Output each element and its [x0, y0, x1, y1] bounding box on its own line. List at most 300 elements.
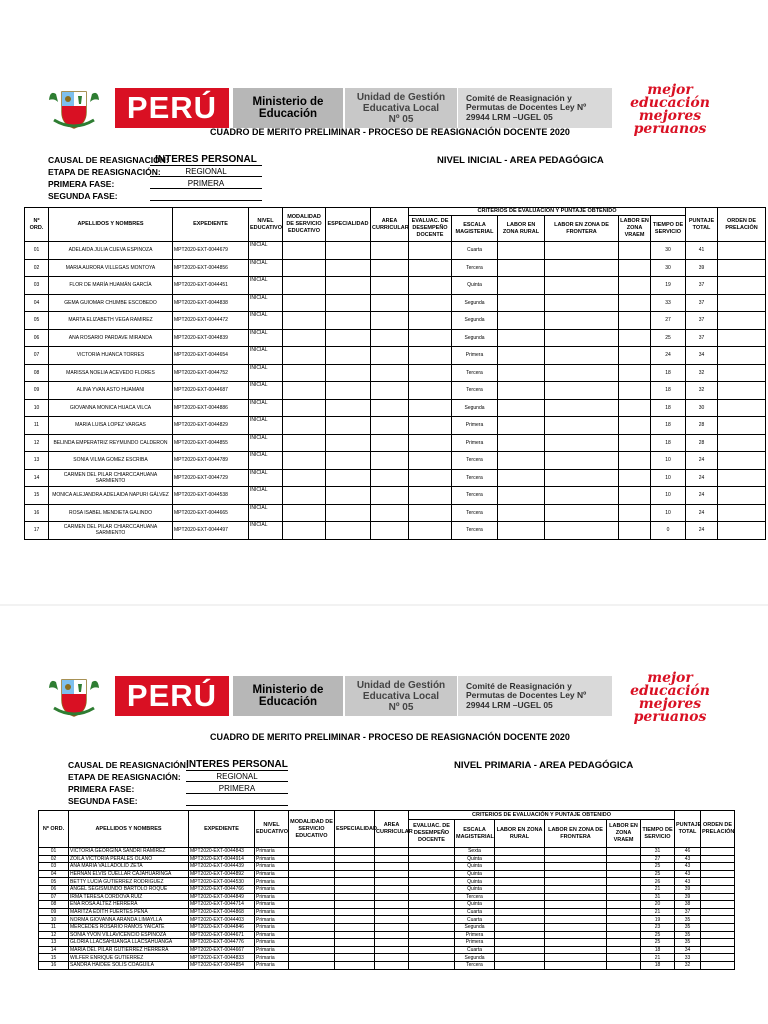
cell-expediente: MPT2020-EXT-0044714	[189, 901, 255, 909]
cell-vraem	[607, 954, 641, 962]
peru-logo: PERÚ	[115, 676, 229, 716]
cell-puntaje: 39	[675, 885, 701, 893]
cell-evaluac	[409, 878, 455, 886]
cell-puntaje: 34	[675, 946, 701, 954]
cell-rural	[498, 242, 545, 260]
table-row	[25, 522, 766, 540]
cell-expediente: MPT2020-EXT-0044849	[189, 893, 255, 901]
cell-frontera	[545, 277, 619, 295]
cell-area	[371, 417, 409, 435]
cell-escala: Primera	[452, 347, 498, 365]
cell-rural	[498, 487, 545, 505]
cell-nombre: ZOILA VICTORIA PERALES OLANO	[69, 855, 189, 863]
cell-frontera	[545, 417, 619, 435]
cell-vraem	[619, 452, 651, 470]
cell-rural	[498, 452, 545, 470]
cell-nivel: Primaria	[255, 855, 289, 863]
cell-orden	[701, 916, 735, 924]
ugel-label: Unidad de Gestión Educativa Local Nº 05	[345, 88, 457, 128]
cell-especialidad	[326, 452, 371, 470]
cell-rural	[498, 504, 545, 522]
cell-ord: 06	[25, 329, 49, 347]
cell-orden	[718, 242, 766, 260]
table-row	[25, 347, 766, 365]
cell-especialidad	[335, 931, 375, 939]
cell-tiempo: 18	[641, 946, 675, 954]
cell-nombre: MONICA ALEJANDRA ADELAIDA NAPURI GÁLVEZ	[49, 487, 173, 505]
cell-modalidad	[283, 522, 326, 540]
cell-expediente: MPT2020-EXT-0044839	[173, 329, 249, 347]
cell-evaluac	[409, 923, 455, 931]
cell-expediente: MPT2020-EXT-0044855	[173, 434, 249, 452]
slogan: mejor educación mejores peruanos	[630, 670, 710, 725]
cell-nombre: SONIA VILMA GOMEZ ESCRIBA	[49, 452, 173, 470]
cell-puntaje: 32	[675, 961, 701, 969]
causal-label: CAUSAL DE REASIGNACIÓN:	[48, 155, 169, 165]
cell-escala: Tercera	[452, 487, 498, 505]
cell-vraem	[619, 417, 651, 435]
col-nivel: NIVEL EDUCATIVO	[255, 811, 289, 848]
cell-vraem	[619, 399, 651, 417]
cell-ord: 14	[39, 946, 69, 954]
cell-escala: Primera	[455, 939, 495, 947]
cell-nombre: ANGEL SEGISMUNDO BARTOLO ROQUE	[69, 885, 189, 893]
col-rural: LABOR EN ZONA RURAL	[498, 216, 545, 242]
cell-puntaje: 24	[686, 487, 718, 505]
table-row	[25, 452, 766, 470]
cell-orden	[718, 364, 766, 382]
etapa-value: REGIONAL	[150, 167, 262, 177]
cell-escala: Tercera	[452, 364, 498, 382]
cell-especialidad	[335, 954, 375, 962]
cell-escala: Quinta	[455, 855, 495, 863]
cell-tiempo: 27	[641, 855, 675, 863]
table-row	[39, 931, 735, 939]
cell-evaluac	[409, 522, 452, 540]
cell-expediente: MPT2020-EXT-0044538	[173, 487, 249, 505]
cell-modalidad	[283, 487, 326, 505]
cell-frontera	[545, 878, 607, 886]
cell-ord: 10	[39, 916, 69, 924]
cell-escala: Segunda	[452, 294, 498, 312]
cell-puntaje: 43	[675, 855, 701, 863]
table-row	[39, 961, 735, 969]
cell-escala: Tercera	[452, 522, 498, 540]
cell-nombre: SONIA YVON VILLAVICENCIO ESPINOZA	[69, 931, 189, 939]
cell-frontera	[545, 923, 607, 931]
col-criterios: CRITERIOS DE EVALUACIÓN Y PUNTAJE OBTENIDO	[409, 811, 675, 820]
cell-especialidad	[326, 364, 371, 382]
cell-tiempo: 30	[651, 259, 686, 277]
cell-tiempo: 33	[651, 294, 686, 312]
cell-escala: Cuarta	[455, 946, 495, 954]
cell-nombre: ALINA YVAN ASTO HUAMANI	[49, 382, 173, 400]
col-escala: ESCALA MAGISTERIAL	[455, 820, 495, 848]
cell-ord: 12	[25, 434, 49, 452]
document-title: CUADRO DE MERITO PRELIMINAR - PROCESO DE REASIGNACIÓN DOCENTE 2020	[210, 732, 570, 742]
cell-area	[375, 885, 409, 893]
nivel-title: NIVEL INICIAL - AREA PEDAGÓGICA	[437, 155, 604, 166]
cell-escala: Segunda	[455, 923, 495, 931]
cell-expediente: MPT2020-EXT-0044671	[189, 931, 255, 939]
cell-rural	[498, 347, 545, 365]
cell-area	[371, 259, 409, 277]
cell-escala: Tercera	[455, 961, 495, 969]
table-row	[25, 312, 766, 330]
cell-escala: Quinta	[455, 901, 495, 909]
committee-label: Comité de Reasignación y Permutas de Docentes Ley Nº 29944 LRM –UGEL 05	[458, 88, 612, 128]
cell-modalidad	[283, 347, 326, 365]
cell-vraem	[607, 916, 641, 924]
cell-especialidad	[335, 901, 375, 909]
cell-modalidad	[283, 434, 326, 452]
cell-ord: 11	[39, 923, 69, 931]
cell-puntaje: 24	[686, 469, 718, 487]
cell-vraem	[607, 961, 641, 969]
table-row	[39, 863, 735, 871]
cell-expediente: MPT2020-EXT-0044451	[173, 277, 249, 295]
cell-rural	[495, 923, 545, 931]
cell-evaluac	[409, 417, 452, 435]
col-evaluac: EVALUAC. DE DESEMPEÑO DOCENTE	[409, 820, 455, 848]
cell-modalidad	[289, 954, 335, 962]
cell-vraem	[607, 931, 641, 939]
cell-orden	[701, 878, 735, 886]
cell-expediente: MPT2020-EXT-0044679	[173, 242, 249, 260]
cell-evaluac	[409, 347, 452, 365]
col-puntaje: PUNTAJE TOTAL	[675, 811, 701, 848]
cell-orden	[718, 329, 766, 347]
cell-tiempo: 27	[651, 312, 686, 330]
merit-table-primaria	[38, 810, 735, 970]
cell-rural	[495, 885, 545, 893]
segunda-fase-label: SEGUNDA FASE:	[48, 191, 118, 201]
cell-tiempo: 25	[641, 931, 675, 939]
col-area: AREA CURRICULAR	[371, 208, 409, 242]
cell-modalidad	[289, 916, 335, 924]
cell-expediente: MPT2020-EXT-0044654	[173, 347, 249, 365]
cell-orden	[718, 382, 766, 400]
cell-nombre: WILFER ENRIQUE GUTIERREZ	[69, 954, 189, 962]
cell-puntaje: 32	[686, 364, 718, 382]
cell-area	[371, 294, 409, 312]
cell-nombre: MARITZA EDITH FUERTES PEÑA	[69, 908, 189, 916]
table-row	[39, 885, 735, 893]
cell-rural	[498, 469, 545, 487]
cell-vraem	[619, 242, 651, 260]
table-row	[25, 329, 766, 347]
cell-rural	[495, 916, 545, 924]
cell-puntaje: 35	[675, 916, 701, 924]
cell-puntaje: 30	[686, 399, 718, 417]
cell-expediente: MPT2020-EXT-0044846	[189, 923, 255, 931]
cell-frontera	[545, 885, 607, 893]
cell-especialidad	[326, 277, 371, 295]
cell-orden	[718, 434, 766, 452]
cell-orden	[718, 294, 766, 312]
merit-table-inicial	[24, 207, 766, 540]
cell-evaluac	[409, 946, 455, 954]
cell-ord: 03	[25, 277, 49, 295]
cell-expediente: MPT2020-EXT-0044403	[189, 916, 255, 924]
cell-escala: Quinta	[455, 870, 495, 878]
document-title: CUADRO DE MERITO PRELIMINAR - PROCESO DE REASIGNACIÓN DOCENTE 2020	[210, 127, 570, 137]
table-row	[25, 504, 766, 522]
cell-rural	[495, 870, 545, 878]
cell-frontera	[545, 259, 619, 277]
col-ord: Nº ORD.	[25, 208, 49, 242]
cell-especialidad	[335, 961, 375, 969]
cell-vraem	[607, 908, 641, 916]
table-row	[39, 848, 735, 856]
cell-orden	[718, 522, 766, 540]
cell-ord: 01	[39, 848, 69, 856]
table-row	[25, 382, 766, 400]
cell-expediente: MPT2020-EXT-0044439	[189, 863, 255, 871]
cell-modalidad	[289, 848, 335, 856]
cell-area	[371, 382, 409, 400]
cell-modalidad	[289, 908, 335, 916]
cell-especialidad	[326, 294, 371, 312]
primera-fase-value: PRIMERA	[150, 179, 262, 189]
cell-nombre: VICTORIA HUANCA TORRES	[49, 347, 173, 365]
cell-escala: Primera	[455, 931, 495, 939]
cell-vraem	[619, 277, 651, 295]
cell-evaluac	[409, 916, 455, 924]
cell-expediente: MPT2020-EXT-0044789	[173, 452, 249, 470]
cell-escala: Quinta	[455, 878, 495, 886]
cell-ord: 09	[39, 908, 69, 916]
cell-area	[371, 312, 409, 330]
cell-nombre: MARTA ELIZABETH VEGA RAMIREZ	[49, 312, 173, 330]
cell-nivel: Primaria	[255, 916, 289, 924]
cell-vraem	[607, 848, 641, 856]
table-row	[39, 870, 735, 878]
segunda-fase-value	[150, 191, 262, 201]
table-row	[39, 954, 735, 962]
cell-tiempo: 10	[651, 469, 686, 487]
cell-expediente: MPT2020-EXT-0044766	[189, 885, 255, 893]
cell-nivel: INICIAL	[249, 487, 283, 505]
cell-puntaje: 35	[675, 923, 701, 931]
cell-ord: 12	[39, 931, 69, 939]
cell-area	[371, 242, 409, 260]
cell-puntaje: 35	[675, 939, 701, 947]
cell-especialidad	[326, 417, 371, 435]
cell-ord: 07	[25, 347, 49, 365]
cell-orden	[701, 870, 735, 878]
col-orden: ORDEN DE PRELACIÓN	[701, 811, 735, 848]
cell-escala: Tercera	[452, 469, 498, 487]
cell-area	[371, 469, 409, 487]
col-especialidad: ESPECIALIDAD	[335, 811, 375, 848]
cell-frontera	[545, 452, 619, 470]
cell-nivel: Primaria	[255, 961, 289, 969]
cell-vraem	[607, 939, 641, 947]
cell-expediente: MPT2020-EXT-0044838	[173, 294, 249, 312]
cell-tiempo: 30	[651, 242, 686, 260]
cell-nombre: HERNAN ELVIS CUELLAR CAJAHUARINGA	[69, 870, 189, 878]
cell-rural	[495, 901, 545, 909]
cell-modalidad	[289, 870, 335, 878]
cell-especialidad	[326, 259, 371, 277]
cell-orden	[718, 487, 766, 505]
cell-nivel: INICIAL	[249, 469, 283, 487]
cell-tiempo: 25	[651, 329, 686, 347]
col-puntaje: PUNTAJE TOTAL	[686, 208, 718, 242]
cell-ord: 05	[25, 312, 49, 330]
cell-nivel: Primaria	[255, 954, 289, 962]
cell-nombre: CARMEN DEL PILAR CHIARCCAHUANA SARMIENTO	[49, 469, 173, 487]
segunda-fase-label: SEGUNDA FASE:	[68, 796, 138, 806]
cell-especialidad	[326, 522, 371, 540]
cell-especialidad	[335, 916, 375, 924]
cell-rural	[498, 329, 545, 347]
cell-evaluac	[409, 382, 452, 400]
cell-area	[371, 452, 409, 470]
col-vraem: LABOR EN ZONA VRAEM	[607, 820, 641, 848]
cell-expediente: MPT2020-EXT-0044843	[189, 848, 255, 856]
cell-nombre: MARIA AURORA VILLEGAS MONTOYA	[49, 259, 173, 277]
col-modalidad: MODALIDAD DE SERVICIO EDUCATIVO	[289, 811, 335, 848]
cell-area	[375, 961, 409, 969]
cell-area	[375, 901, 409, 909]
cell-frontera	[545, 863, 607, 871]
causal-value: INTERES PERSONAL	[150, 154, 262, 166]
cell-escala: Primera	[452, 417, 498, 435]
col-especialidad: ESPECIALIDAD	[326, 208, 371, 242]
col-area: AREA CURRICULAR	[375, 811, 409, 848]
cell-expediente: MPT2020-EXT-0044665	[173, 504, 249, 522]
cell-area	[371, 347, 409, 365]
cell-area	[371, 504, 409, 522]
cell-puntaje: 24	[686, 452, 718, 470]
cell-orden	[701, 885, 735, 893]
cell-area	[375, 923, 409, 931]
cell-nivel: INICIAL	[249, 382, 283, 400]
cell-evaluac	[409, 855, 455, 863]
cell-rural	[495, 848, 545, 856]
cell-nombre: VICTORIA GEORGINA SANDRI RAMIREZ	[69, 848, 189, 856]
table-row	[25, 434, 766, 452]
cell-especialidad	[335, 923, 375, 931]
cell-frontera	[545, 870, 607, 878]
peru-logo: PERÚ	[115, 88, 229, 128]
cell-expediente: MPT2020-EXT-0044752	[173, 364, 249, 382]
cell-especialidad	[326, 469, 371, 487]
etapa-label: ETAPA DE REASIGNACIÓN:	[68, 772, 181, 782]
cell-evaluac	[409, 870, 455, 878]
cell-frontera	[545, 382, 619, 400]
cell-tiempo: 24	[651, 347, 686, 365]
cell-modalidad	[283, 469, 326, 487]
table-row	[25, 469, 766, 487]
col-nombres: APELLIDOS Y NOMBRES	[49, 208, 173, 242]
cell-nivel: Primaria	[255, 878, 289, 886]
cell-area	[375, 863, 409, 871]
cell-nombre: ANA ROSARIO PARDAVE MIRANDA	[49, 329, 173, 347]
cell-escala: Tercera	[452, 382, 498, 400]
table-row	[39, 855, 735, 863]
cell-nombre: CARMEN DEL PILAR CHIARCCAHUANA SARMIENTO	[49, 522, 173, 540]
ministry-label: Ministerio de Educación	[233, 676, 343, 716]
cell-modalidad	[283, 452, 326, 470]
cell-ord: 15	[39, 954, 69, 962]
cell-nombre: ENA ROSA ALTEZ HERRERA	[69, 901, 189, 909]
cell-evaluac	[409, 277, 452, 295]
cell-rural	[495, 893, 545, 901]
cell-puntaje: 34	[686, 347, 718, 365]
cell-nombre: BETTY LUCIA GUTIERREZ RODRIGUEZ	[69, 878, 189, 886]
cell-rural	[498, 399, 545, 417]
cell-area	[375, 878, 409, 886]
cell-ord: 04	[39, 870, 69, 878]
cell-vraem	[607, 893, 641, 901]
cell-modalidad	[283, 417, 326, 435]
cell-nombre: ANA MARIA VALLADOLID ZETA	[69, 863, 189, 871]
cell-orden	[701, 863, 735, 871]
cell-modalidad	[289, 878, 335, 886]
nivel-title: NIVEL PRIMARIA - AREA PEDAGÓGICA	[454, 760, 634, 771]
table-row	[39, 908, 735, 916]
primera-fase-value: PRIMERA	[186, 784, 288, 794]
cell-especialidad	[335, 893, 375, 901]
cell-nivel: INICIAL	[249, 452, 283, 470]
cell-escala: Quinta	[455, 885, 495, 893]
cell-rural	[495, 931, 545, 939]
cell-nivel: Primaria	[255, 848, 289, 856]
cell-nivel: INICIAL	[249, 364, 283, 382]
cell-tiempo: 10	[651, 452, 686, 470]
table-row	[39, 901, 735, 909]
cell-puntaje: 37	[686, 312, 718, 330]
cell-expediente: MPT2020-EXT-0044667	[189, 946, 255, 954]
cell-expediente: MPT2020-EXT-0044687	[173, 382, 249, 400]
cell-modalidad	[289, 923, 335, 931]
cell-area	[375, 908, 409, 916]
cell-area	[371, 364, 409, 382]
causal-value: INTERES PERSONAL	[186, 759, 288, 770]
cell-nivel: INICIAL	[249, 329, 283, 347]
cell-frontera	[545, 347, 619, 365]
cell-tiempo: 21	[641, 885, 675, 893]
cell-modalidad	[289, 939, 335, 947]
cell-nivel: INICIAL	[249, 277, 283, 295]
cell-ord: 14	[25, 469, 49, 487]
cell-puntaje: 28	[686, 434, 718, 452]
cell-modalidad	[283, 312, 326, 330]
cell-orden	[701, 931, 735, 939]
cell-evaluac	[409, 901, 455, 909]
cell-modalidad	[289, 855, 335, 863]
cell-frontera	[545, 916, 607, 924]
cell-vraem	[607, 878, 641, 886]
col-nivel: NIVEL EDUCATIVO	[249, 208, 283, 242]
coat-of-arms-icon	[48, 88, 100, 130]
cell-ord: 16	[39, 961, 69, 969]
cell-expediente: MPT2020-EXT-0044854	[189, 961, 255, 969]
cell-nivel: Primaria	[255, 870, 289, 878]
cell-puntaje: 46	[675, 848, 701, 856]
cell-puntaje: 37	[686, 294, 718, 312]
cell-rural	[495, 939, 545, 947]
cell-modalidad	[283, 364, 326, 382]
cell-vraem	[619, 364, 651, 382]
cell-ord: 16	[25, 504, 49, 522]
table-row	[39, 878, 735, 886]
cell-modalidad	[289, 893, 335, 901]
cell-especialidad	[326, 382, 371, 400]
